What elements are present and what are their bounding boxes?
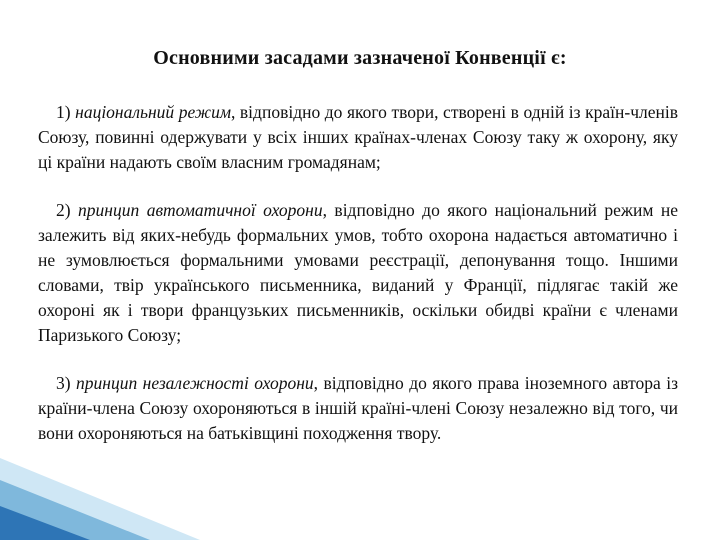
principle-number: 2) [56,200,71,220]
principle-text: , відповідно до якого твори, створені в одній із країн-членів Союзу, повинні одержувати у всіх інших країнах-членах Союзу таку ж охорону, яку ці країни надають своїм власним громадянам; [38,102,678,172]
principle-term: принцип автоматичної охорони [78,200,323,220]
principle-number: 1) [56,102,71,122]
decor-wedge-mid [0,480,150,540]
principle-item-1 [38,100,678,175]
principle-text: , відповідно до якого права іноземного автора із країни-члена Союзу охороняються в іншій країні-члені Союзу незалежно від того, чи вони охороняються на батьківщині походження твору. [38,373,679,443]
principle-number: 3) [56,373,71,393]
decor-wedge-light [0,458,200,540]
principle-term: національний режим [75,102,231,122]
principle-term: принцип незалежності охорони [76,373,314,393]
principle-text: , відповідно до якого національний режим не залежить від яких-небудь формальних умов, тобто охорона надається автоматично і не зумовлюється формальними умовами реєстрації, депонування тощо. Іншими словами, твір українського письменника, виданий у Франції, підлягає такій же охороні як і твори французьких письменників, оскільки обидві країни є членами Паризького Союзу; [38,200,678,345]
principle-item-2 [38,198,678,348]
slide-body [38,100,678,446]
slide-title: Основними засадами зазначеної Конвенції є: [153,47,567,69]
decor-wedge-dark [0,506,90,540]
principle-item-3 [38,371,678,446]
